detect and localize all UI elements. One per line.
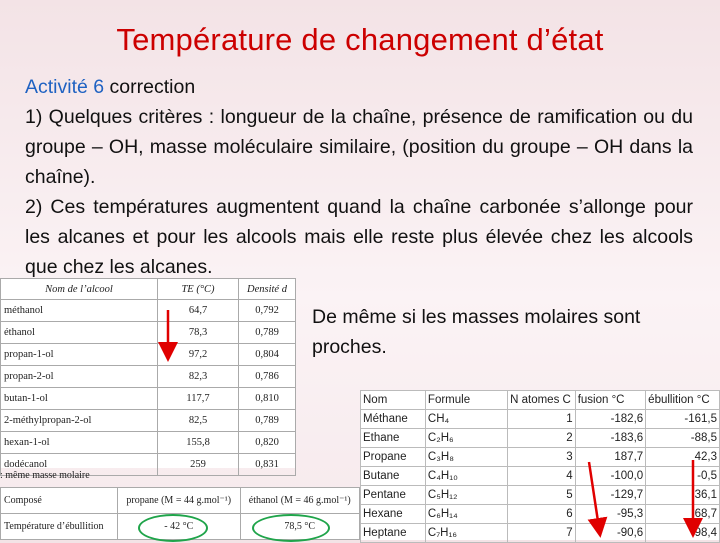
table-row (1, 344, 296, 366)
table-row (361, 467, 720, 486)
alkane-boiling: -0,5 (646, 467, 720, 486)
table-row (361, 448, 720, 467)
molar-mass-note: De même si les masses molaires sont proches. (312, 306, 641, 358)
alkane-fusion: -129,7 (575, 486, 645, 505)
alkane-carbons: 6 (508, 505, 576, 524)
alcohol-name: butan-1-ol (1, 388, 158, 410)
alkane-formula: C₃H₈ (425, 448, 507, 467)
alcohol-density: 0,820 (239, 432, 296, 454)
alcohol-density: 0,810 (239, 388, 296, 410)
table-row (1, 366, 296, 388)
alkane-boiling: 42,3 (646, 448, 720, 467)
table-row (361, 505, 720, 524)
alkane-fusion: -95,3 (575, 505, 645, 524)
col-header-density: Densité d (239, 279, 296, 300)
alkanes-table (360, 390, 720, 540)
alkane-carbons: 4 (508, 467, 576, 486)
alcohol-te: 259 (158, 454, 239, 476)
alkane-carbons: 5 (508, 486, 576, 505)
alcohol-name: éthanol (1, 322, 158, 344)
alcohol-name: propan-1-ol (1, 344, 158, 366)
table-row (1, 514, 360, 540)
alcohol-te: 155,8 (158, 432, 239, 454)
compare-row-label: Température d’ébullition (1, 514, 118, 540)
alcohol-density: 0,804 (239, 344, 296, 366)
alkane-boiling: -161,5 (646, 410, 720, 429)
answer-1: 1) Quelques critères : longueur de la chaîne, présence de ramification ou du groupe – OH, masse moléculaire similaire, (position du groupe – OH dans la chaîne). (25, 106, 693, 188)
activity-label: Activité 6 (25, 76, 105, 98)
alkane-name: Méthane (361, 410, 426, 429)
answer-2: 2) Ces températures augmentent quand la chaîne carbonée s’allonge pour les alcanes et pour les alcools mais elle reste plus élevée chez les alcools que chez les alcanes. (25, 196, 693, 278)
compare-header-label: Composé (1, 488, 118, 514)
col-header-name: Nom de l’alcool (1, 279, 158, 300)
alkane-fusion: -182,6 (575, 410, 645, 429)
alkane-name: Hexane (361, 505, 426, 524)
alkane-carbons: 7 (508, 524, 576, 543)
alkane-boiling: 68,7 (646, 505, 720, 524)
alkane-name: Pentane (361, 486, 426, 505)
compare-propane: propane (M = 44 g.mol⁻¹) (118, 488, 241, 514)
alcohol-name: 2-méthylpropan-2-ol (1, 410, 158, 432)
alkane-name: Butane (361, 467, 426, 486)
alkane-formula: C₄H₁₀ (425, 467, 507, 486)
alcohol-name: méthanol (1, 300, 158, 322)
alcohol-name: dodécanol (1, 454, 158, 476)
col-header-formule: Formule (425, 391, 507, 410)
table-row (1, 322, 296, 344)
same-molar-mass-footnote: : même masse molaire (0, 470, 90, 481)
alkane-carbons: 3 (508, 448, 576, 467)
col-header-ebullition: ébullition °C (646, 391, 720, 410)
table-header-row (361, 391, 720, 410)
activity-label-rest: correction (104, 76, 196, 98)
alkane-name: Heptane (361, 524, 426, 543)
alkane-formula: C₂H₆ (425, 429, 507, 448)
alkane-formula: C₇H₁₆ (425, 524, 507, 543)
table-row (1, 410, 296, 432)
alkane-formula: C₅H₁₂ (425, 486, 507, 505)
alcohol-te: 78,3 (158, 322, 239, 344)
page-title: Température de changement d’état (116, 22, 604, 57)
compare-ethanol: éthanol (M = 46 g.mol⁻¹) (240, 488, 359, 514)
alkane-boiling: -88,5 (646, 429, 720, 448)
alcohol-density: 0,831 (239, 454, 296, 476)
table-header-row (1, 279, 296, 300)
alkane-fusion: -100,0 (575, 467, 645, 486)
alkane-fusion: -90,6 (575, 524, 645, 543)
alkane-carbons: 2 (508, 429, 576, 448)
col-header-fusion: fusion °C (575, 391, 645, 410)
alkane-fusion: -183,6 (575, 429, 645, 448)
compare-propane-temp: - 42 °C (118, 514, 241, 540)
table-row (1, 488, 360, 514)
correction-text (25, 72, 693, 282)
alkane-name: Propane (361, 448, 426, 467)
table-row (361, 410, 720, 429)
alcohol-density: 0,792 (239, 300, 296, 322)
compare-table (0, 487, 360, 540)
compare-ethanol-temp: 78,5 °C (240, 514, 359, 540)
alkane-boiling: 36,1 (646, 486, 720, 505)
table-row (361, 486, 720, 505)
table-row (1, 388, 296, 410)
col-header-te: TE (°C) (158, 279, 239, 300)
activity-heading (25, 72, 693, 102)
alcohol-name: hexan-1-ol (1, 432, 158, 454)
table-row (361, 429, 720, 448)
alcohol-name: propan-2-ol (1, 366, 158, 388)
alcohol-te: 82,3 (158, 366, 239, 388)
alkane-formula: CH₄ (425, 410, 507, 429)
alkane-name: Ethane (361, 429, 426, 448)
alcohol-te: 117,7 (158, 388, 239, 410)
alcohol-density: 0,789 (239, 410, 296, 432)
alcohol-density: 0,786 (239, 366, 296, 388)
alcohol-te: 64,7 (158, 300, 239, 322)
alkane-formula: C₆H₁₄ (425, 505, 507, 524)
col-header-atoms: N atomes C (508, 391, 576, 410)
alkane-boiling: 98,4 (646, 524, 720, 543)
alkane-carbons: 1 (508, 410, 576, 429)
alcohol-density: 0,789 (239, 322, 296, 344)
col-header-nom: Nom (361, 391, 426, 410)
alkane-fusion: 187,7 (575, 448, 645, 467)
table-row (1, 432, 296, 454)
alcohol-te: 97,2 (158, 344, 239, 366)
alcohol-te: 82,5 (158, 410, 239, 432)
table-row (1, 300, 296, 322)
alcohols-table (0, 278, 296, 468)
